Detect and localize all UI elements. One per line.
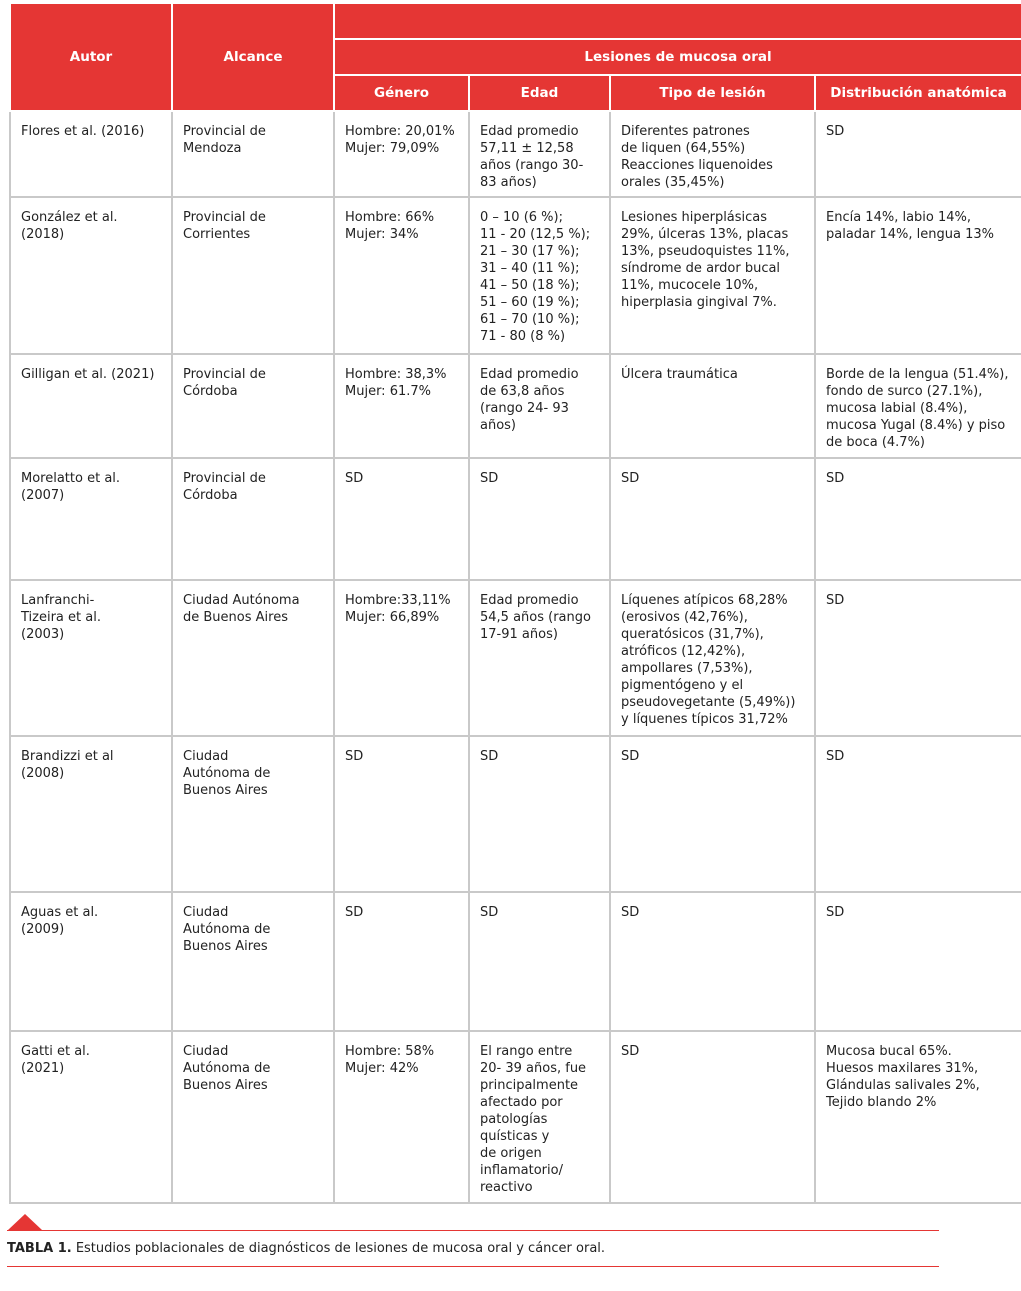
cell-autor: Flores et al. (2016) (10, 111, 172, 197)
cell-autor: González et al. (2018) (10, 197, 172, 354)
cell-tipo: Lesiones hiperplásicas 29%, úlceras 13%, placas 13%, pseudoquistes 11%, síndrome de ardor bucal 11%, mucocele 10%, hiperplasia gingival 7%. (610, 197, 815, 354)
cell-tipo: SD (610, 892, 815, 1031)
cell-edad: 0 – 10 (6 %); 11 - 20 (12,5 %); 21 – 30 (17 %); 31 – 40 (11 %); 41 – 50 (18 %); 51 – 60 (19 %); 61 – 70 (10 %); 71 - 80 (8 %) (469, 197, 610, 354)
table-row (10, 197, 1021, 354)
studies-table (9, 2, 1021, 1204)
header-genero: Género (334, 75, 469, 111)
table-caption-area (7, 1214, 939, 1267)
cell-tipo: Diferentes patrones de liquen (64,55%) Reacciones liquenoides orales (35,45%) (610, 111, 815, 197)
cell-autor: Gatti et al. (2021) (10, 1031, 172, 1203)
cell-distribucion: Borde de la lengua (51.4%), fondo de surco (27.1%), mucosa labial (8.4%), mucosa Yugal (8.4%) y piso de boca (4.7%) (815, 354, 1021, 458)
header-distribucion: Distribución anatómica (815, 75, 1021, 111)
cell-edad: SD (469, 892, 610, 1031)
cell-edad: Edad promedio 57,11 ± 12,58 años (rango 30- 83 años) (469, 111, 610, 197)
cell-alcance: Ciudad Autónoma de Buenos Aires (172, 736, 334, 892)
header-alcance: Alcance (172, 3, 334, 111)
table-row (10, 892, 1021, 1031)
cell-alcance: Ciudad Autónoma de Buenos Aires (172, 580, 334, 736)
table-row (10, 1031, 1021, 1203)
cell-genero: Hombre:33,11% Mujer: 66,89% (334, 580, 469, 736)
cell-alcance: Provincial de Mendoza (172, 111, 334, 197)
cell-alcance: Provincial de Corrientes (172, 197, 334, 354)
table-row (10, 354, 1021, 458)
cell-alcance: Provincial de Córdoba (172, 458, 334, 580)
cell-tipo: SD (610, 1031, 815, 1203)
cell-edad: El rango entre 20- 39 años, fue principalmente afectado por patologías quísticas y de origen inflamatorio/ reactivo (469, 1031, 610, 1203)
header-autor: Autor (10, 3, 172, 111)
cell-tipo: Úlcera traumática (610, 354, 815, 458)
cell-genero: Hombre: 66% Mujer: 34% (334, 197, 469, 354)
cell-genero: SD (334, 458, 469, 580)
cell-tipo: SD (610, 458, 815, 580)
table-row (10, 111, 1021, 197)
caption-label: TABLA 1. (7, 1241, 72, 1256)
cell-genero: Hombre: 20,01% Mujer: 79,09% (334, 111, 469, 197)
cell-distribucion: SD (815, 736, 1021, 892)
cell-tipo: Líquenes atípicos 68,28% (erosivos (42,76%), queratósicos (31,7%), atróficos (12,42%), ampollares (7,53%), pigmentógeno y el pseudovegetante (5,49%)) y líquenes típicos 31,72% (610, 580, 815, 736)
cell-distribucion: SD (815, 111, 1021, 197)
cell-distribucion: SD (815, 458, 1021, 580)
cell-edad: Edad promedio de 63,8 años (rango 24- 93 años) (469, 354, 610, 458)
triangle-marker-icon (8, 1214, 42, 1230)
cell-edad: Edad promedio 54,5 años (rango 17-91 años) (469, 580, 610, 736)
cell-genero: Hombre: 58% Mujer: 42% (334, 1031, 469, 1203)
cell-distribucion: Encía 14%, labio 14%, paladar 14%, lengua 13% (815, 197, 1021, 354)
cell-autor: Aguas et al. (2009) (10, 892, 172, 1031)
table-row (10, 580, 1021, 736)
cell-distribucion: Mucosa bucal 65%. Huesos maxilares 31%, Glándulas salivales 2%, Tejido blando 2% (815, 1031, 1021, 1203)
cell-alcance: Ciudad Autónoma de Buenos Aires (172, 892, 334, 1031)
cell-genero: SD (334, 736, 469, 892)
header-edad: Edad (469, 75, 610, 111)
cell-autor: Morelatto et al. (2007) (10, 458, 172, 580)
caption-bottom-rule (7, 1266, 939, 1267)
header-top-band (334, 3, 1021, 39)
cell-edad: SD (469, 736, 610, 892)
cell-distribucion: SD (815, 892, 1021, 1031)
cell-tipo: SD (610, 736, 815, 892)
table-caption (7, 1231, 939, 1266)
cell-edad: SD (469, 458, 610, 580)
caption-text: Estudios poblacionales de diagnósticos de lesiones de mucosa oral y cáncer oral. (71, 1241, 606, 1256)
cell-distribucion: SD (815, 580, 1021, 736)
cell-genero: SD (334, 892, 469, 1031)
cell-genero: Hombre: 38,3% Mujer: 61.7% (334, 354, 469, 458)
table-row (10, 736, 1021, 892)
header-tipo: Tipo de lesión (610, 75, 815, 111)
cell-alcance: Provincial de Córdoba (172, 354, 334, 458)
cell-alcance: Ciudad Autónoma de Buenos Aires (172, 1031, 334, 1203)
cell-autor: Gilligan et al. (2021) (10, 354, 172, 458)
table-row (10, 458, 1021, 580)
header-lesiones-group: Lesiones de mucosa oral (334, 39, 1021, 75)
cell-autor: Lanfranchi- Tizeira et al. (2003) (10, 580, 172, 736)
cell-autor: Brandizzi et al (2008) (10, 736, 172, 892)
